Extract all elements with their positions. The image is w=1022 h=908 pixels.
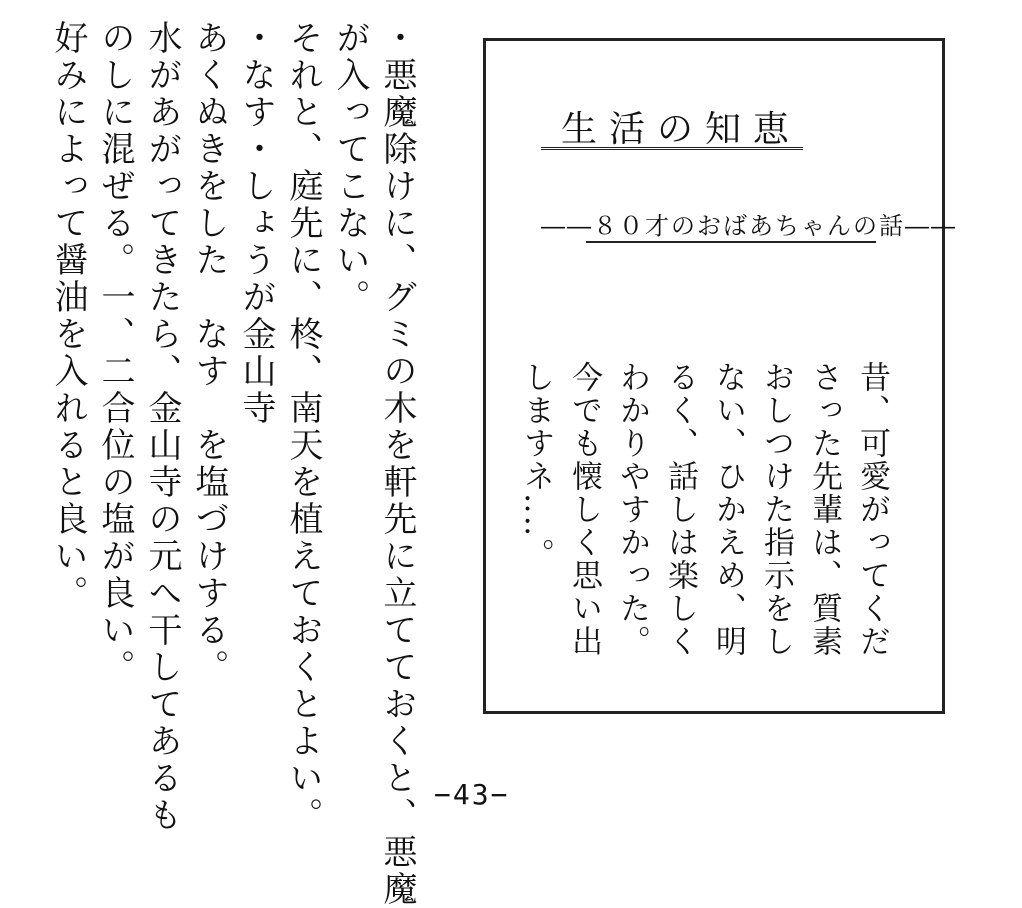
page-number: −43−: [434, 778, 510, 811]
box-line: さった先輩は、質素: [806, 361, 842, 658]
body-text: [40, 20, 420, 908]
box-line: 今でも懐しく思い出: [566, 361, 602, 658]
box-subtitle: ――８０才のおばあちゃんの話――: [541, 212, 957, 240]
body-line: のしに混ぜる。一、二合位の塩が良い。: [95, 20, 135, 686]
body-line: 好みによって醤油を入れると良い。: [48, 20, 88, 612]
body-line: それと、庭先に、柊、南天を植えておくとよい。: [283, 20, 323, 834]
box-title: 生活の知恵: [561, 109, 802, 150]
title-underline: [541, 147, 803, 150]
box-line: おしつけた指示をし: [758, 361, 794, 658]
box-text: [518, 361, 896, 691]
box-line: しますネ‥‥。: [518, 361, 554, 572]
body-line: あくぬきをした なす を塩づけする。: [189, 20, 229, 686]
subtitle-underline: [586, 241, 876, 243]
boxed-column: [483, 38, 957, 714]
box-line: るく、話しは楽しく: [662, 361, 698, 658]
body-line: ・悪魔除けに、グミの木を軒先に立てておくと、悪魔: [377, 20, 417, 908]
box-line: 昔、可愛がってくだ: [854, 361, 890, 658]
body-line: ・なす・しょうが金山寺: [236, 20, 276, 427]
body-line: が入ってこない。: [330, 20, 370, 316]
box-line: わかりやすかった。: [614, 361, 650, 658]
box-line: ない、ひかえめ、明: [710, 361, 746, 658]
body-line: 水があがってきたら、金山寺の元へ干してあるも: [142, 20, 182, 834]
